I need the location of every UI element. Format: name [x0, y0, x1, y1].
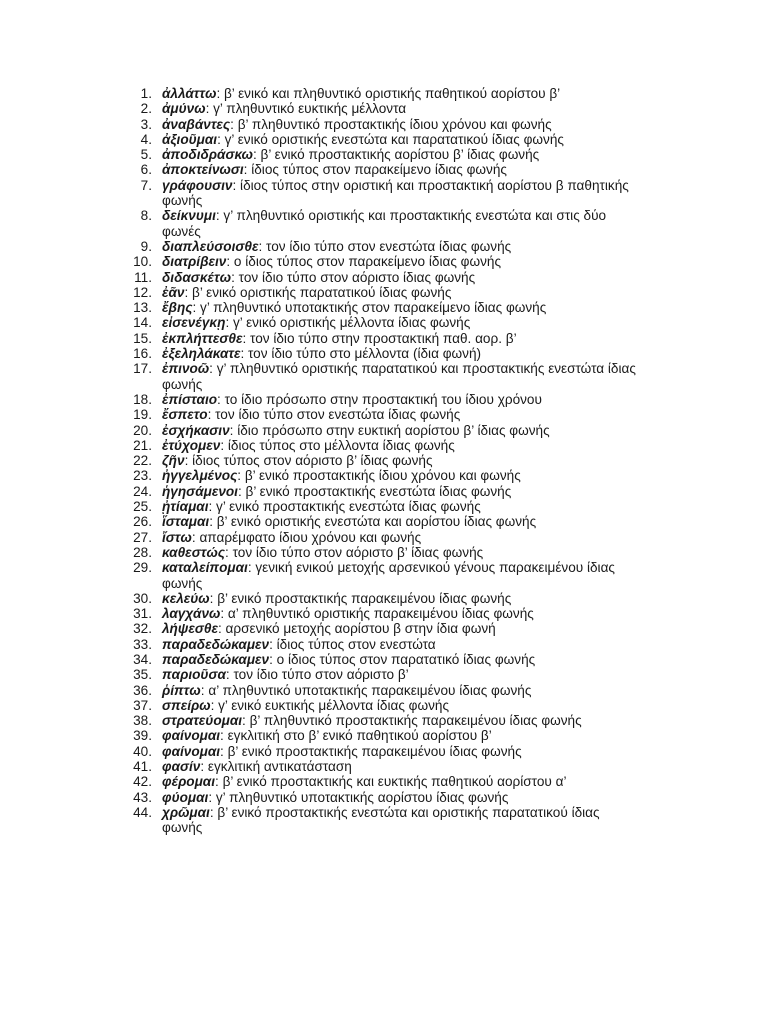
exercise-instruction: : β’ ενικό προστακτικής παρακειμένου ίδιας φωνής	[209, 590, 512, 606]
greek-verb-form: ῥίπτω	[162, 682, 201, 698]
list-item	[0, 147, 768, 162]
item-number: 14.	[133, 315, 152, 331]
exercise-instruction: : γ’ ενικό οριστικής μέλλοντα ίδιας φωνής	[225, 315, 471, 331]
exercise-instruction: : γ’ πληθυντικό ευκτικής μέλλοντα	[205, 101, 407, 117]
item-number: 6.	[140, 162, 152, 178]
greek-verb-form: ζῆν	[162, 453, 185, 469]
greek-verb-form: ἀποδιδράσκω	[162, 147, 253, 163]
greek-verb-form: ἐᾶν	[162, 284, 185, 300]
item-number: 19.	[133, 407, 152, 423]
list-item	[0, 484, 768, 499]
greek-verb-form: λαγχάνω	[162, 606, 221, 622]
greek-verb-form: ἠγγελμένος	[162, 468, 238, 484]
item-number: 28.	[133, 544, 152, 560]
item-number: 41.	[133, 759, 152, 775]
list-item	[0, 162, 768, 177]
list-item	[0, 744, 768, 759]
list-item	[0, 453, 768, 468]
list-item	[0, 346, 768, 361]
greek-verb-form: φαίνομαι	[162, 728, 221, 744]
exercise-instruction: : β’ ενικό προστακτικής και ευκτικής παθητικού αορίστου α’	[215, 774, 567, 790]
item-number: 11.	[134, 269, 152, 285]
list-item	[0, 698, 768, 713]
exercise-instruction: : γενική ενικού μετοχής αρσενικού γένους παρακειμένου ίδιας φωνής	[162, 560, 615, 591]
exercise-list	[0, 86, 768, 836]
exercise-instruction: : γ’ ενικό ευκτικής μέλλοντα ίδιας φωνής	[210, 697, 449, 713]
greek-verb-form: ἐπινοῶ	[162, 361, 210, 377]
exercise-instruction: : γ’ πληθυντικό υποτακτικής αορίστου ίδιας φωνής	[208, 789, 509, 805]
list-item	[0, 667, 768, 682]
list-item	[0, 86, 768, 101]
list-item	[0, 270, 768, 285]
greek-verb-form: ἵσταμαι	[162, 514, 210, 530]
exercise-instruction: : β’ ενικό οριστικής ενεστώτα και αορίστου ίδιας φωνής	[209, 514, 537, 530]
item-number: 1.	[140, 86, 152, 101]
greek-verb-form: ἀμύνω	[162, 101, 206, 117]
exercise-instruction: : ίδιος τύπος στον αόριστο β’ ίδιας φωνής	[184, 453, 433, 469]
item-number: 4.	[140, 131, 152, 147]
list-item	[0, 438, 768, 453]
exercise-instruction: : ο ίδιος τύπος στον παρακείμενο ίδιας φωνής	[226, 254, 501, 270]
exercise-instruction: : αρσενικό μετοχής αορίστου β στην ίδια φωνή	[217, 621, 496, 637]
item-number: 36.	[133, 682, 152, 698]
greek-verb-form: ᾐτίαμαι	[162, 499, 209, 515]
exercise-instruction: : β’ ενικό προστακτικής παρακειμένου ίδιας φωνής	[220, 743, 522, 759]
greek-verb-form: καθεστώς	[162, 544, 226, 560]
document-page	[0, 86, 768, 836]
list-item	[0, 331, 768, 346]
greek-verb-form: στρατεύομαι	[162, 713, 243, 729]
item-number: 18.	[133, 391, 152, 407]
item-number: 30.	[133, 590, 152, 606]
item-number: 33.	[133, 636, 152, 652]
greek-verb-form: φασίν	[162, 759, 201, 775]
item-number: 25.	[133, 499, 152, 515]
exercise-instruction: : ίδιος τύπος στο μέλλοντα ίδιας φωνής	[220, 437, 455, 453]
exercise-instruction: : τον ίδιο τύπο στον ενεστώτα ίδιας φωνής	[207, 407, 461, 423]
exercise-instruction: : τον ίδιο τύπο στον αόριστο β’ ίδιας φωνής	[225, 544, 484, 560]
item-number: 5.	[140, 147, 152, 163]
exercise-instruction: : ο ίδιος τύπος στον παρατατικό ίδιας φωνής	[269, 651, 536, 667]
item-number: 32.	[133, 621, 152, 637]
list-item	[0, 805, 768, 836]
greek-verb-form: ἔσπετο	[162, 407, 208, 423]
list-item	[0, 683, 768, 698]
list-item	[0, 728, 768, 743]
greek-verb-form: σπείρω	[162, 697, 211, 713]
exercise-instruction: : β’ ενικό οριστικής παρατατικού ίδιας φωνής	[184, 284, 452, 300]
item-number: 15.	[133, 330, 152, 346]
greek-verb-form: ἐπίσταιο	[162, 391, 218, 407]
item-number: 43.	[133, 789, 152, 805]
item-number: 27.	[133, 529, 152, 545]
exercise-instruction: : β’ ενικό προστακτικής αορίστου β’ ίδιας φωνής	[252, 147, 540, 163]
exercise-instruction: : β’ ενικό προστακτικής ενεστώτα και οριστικής παρατατικού ίδιας φωνής	[162, 804, 600, 836]
exercise-instruction: : γ’ πληθυντικό οριστικής παρατατικού και προστακτικής ενεστώτα ίδιας φωνής	[162, 361, 636, 392]
greek-verb-form: ἴστω	[162, 529, 192, 545]
greek-verb-form: λήψεσθε	[162, 621, 218, 637]
item-number: 26.	[133, 514, 152, 530]
exercise-instruction: : εγκλιτική στο β’ ενικό παθητικού αορίστου β’	[220, 728, 492, 744]
list-item	[0, 132, 768, 147]
item-number: 22.	[133, 453, 152, 469]
greek-verb-form: ἐξεληλάκατε	[162, 346, 241, 362]
list-item	[0, 300, 768, 315]
greek-verb-form: παραδεδώκαμεν	[162, 636, 270, 652]
exercise-instruction: : γ’ ενικό οριστικής ενεστώτα και παρατατικού ίδιας φωνής	[217, 131, 564, 147]
greek-verb-form: γράφουσιν	[162, 177, 233, 193]
item-number: 44.	[133, 804, 152, 820]
list-item	[0, 790, 768, 805]
list-item	[0, 560, 768, 591]
greek-verb-form: εἰσενέγκῃ	[162, 315, 226, 331]
list-item	[0, 254, 768, 269]
greek-verb-form: ἀξιοῦμαι	[162, 131, 218, 147]
exercise-instruction: : γ’ πληθυντικό υποτακτικής στον παρακείμενο ίδιας φωνής	[192, 300, 547, 316]
exercise-instruction: : β’ ενικό και πληθυντικό οριστικής παθητικού αορίστου β’	[216, 86, 561, 101]
item-number: 24.	[133, 483, 152, 499]
item-number: 13.	[133, 300, 152, 316]
list-item	[0, 606, 768, 621]
item-number: 16.	[133, 346, 152, 362]
greek-verb-form: διδασκέτω	[162, 269, 232, 285]
exercise-instruction: : ίδιος τύπος στον ενεστώτα	[269, 636, 436, 652]
exercise-instruction: : β’ πληθυντικό προστακτικής παρακειμένου ίδιας φωνής	[242, 713, 582, 729]
list-item	[0, 514, 768, 529]
item-number: 3.	[140, 116, 152, 132]
greek-verb-form: καταλείπομαι	[162, 560, 248, 576]
greek-verb-form: φέρομαι	[162, 774, 216, 790]
exercise-instruction: : α’ πληθυντικό υποτακτικής παρακειμένου ίδιας φωνής	[200, 682, 532, 698]
list-item	[0, 285, 768, 300]
exercise-instruction: : απαρέμφατο ίδιου χρόνου και φωνής	[191, 529, 422, 545]
item-number: 37.	[133, 697, 152, 713]
list-item	[0, 621, 768, 636]
list-item	[0, 101, 768, 116]
list-item	[0, 545, 768, 560]
item-number: 17.	[133, 361, 152, 377]
item-number: 31.	[133, 606, 152, 622]
greek-verb-form: ἀναβάντες	[162, 116, 231, 132]
item-number: 42.	[133, 774, 152, 790]
list-item	[0, 637, 768, 652]
greek-verb-form: ἔβης	[162, 300, 193, 316]
exercise-instruction: : ίδιο πρόσωπο στην ευκτική αορίστου β’ ίδιας φωνής	[229, 422, 550, 438]
list-item	[0, 423, 768, 438]
exercise-instruction: : τον ίδιο τύπο στον ενεστώτα ίδιας φωνής	[258, 238, 512, 254]
exercise-instruction: : α’ πληθυντικό οριστικής παρακειμένου ίδιας φωνής	[220, 606, 534, 622]
list-item	[0, 315, 768, 330]
exercise-instruction: : το ίδιο πρόσωπο στην προστακτική του ίδιου χρόνου	[217, 391, 542, 407]
list-item	[0, 208, 768, 239]
exercise-instruction: : β’ ενικό προστακτικής ίδιου χρόνου και φωνής	[237, 468, 521, 484]
item-number: 29.	[133, 560, 152, 576]
greek-verb-form: δείκνυμι	[162, 208, 216, 224]
list-item	[0, 117, 768, 132]
exercise-instruction: : β’ ενικό προστακτικής ενεστώτα ίδιας φωνής	[237, 483, 512, 499]
item-number: 9.	[140, 238, 152, 254]
exercise-instruction: : β’ πληθυντικό προστακτικής ίδιου χρόνου και φωνής	[230, 116, 552, 132]
item-number: 7.	[140, 177, 152, 193]
list-item	[0, 499, 768, 514]
greek-verb-form: φύομαι	[162, 789, 209, 805]
greek-verb-form: διατρίβειν	[162, 254, 227, 270]
list-item	[0, 759, 768, 774]
greek-verb-form: ἐσχήκασιν	[162, 422, 230, 438]
greek-verb-form: παραδεδώκαμεν	[162, 651, 270, 667]
greek-verb-form: ἐκπλήττεσθε	[162, 330, 243, 346]
item-number: 39.	[133, 728, 152, 744]
exercise-instruction: : τον ίδιο τύπο στον αόριστο β’	[225, 667, 409, 683]
greek-verb-form: ἡγησάμενοι	[162, 483, 238, 499]
greek-verb-form: ἀλλάττω	[162, 86, 217, 101]
list-item	[0, 713, 768, 728]
list-item	[0, 468, 768, 483]
item-number: 10.	[133, 254, 152, 270]
item-number: 21.	[133, 437, 152, 453]
list-item	[0, 774, 768, 789]
list-item	[0, 591, 768, 606]
exercise-instruction: : εγκλιτική αντικατάσταση	[200, 759, 352, 775]
exercise-instruction: : ίδιος τύπος στον παρακείμενο ίδιας φωνής	[243, 162, 507, 178]
list-item	[0, 178, 768, 209]
exercise-instruction: : τον ίδιο τύπο στην προστακτική παθ. αορ. β’	[242, 330, 517, 346]
greek-verb-form: ἀποκτείνωσι	[162, 162, 244, 178]
item-number: 40.	[133, 743, 152, 759]
greek-verb-form: φαίνομαι	[162, 743, 221, 759]
item-number: 23.	[133, 468, 152, 484]
greek-verb-form: διαπλεύσοισθε	[162, 238, 259, 254]
item-number: 34.	[133, 651, 152, 667]
list-item	[0, 239, 768, 254]
list-item	[0, 361, 768, 392]
item-number: 38.	[133, 713, 152, 729]
list-item	[0, 392, 768, 407]
exercise-instruction: : τον ίδιο τύπο στον αόριστο ίδιας φωνής	[231, 269, 476, 285]
item-number: 35.	[133, 667, 152, 683]
greek-verb-form: παριοῦσα	[162, 667, 226, 683]
exercise-instruction: : γ’ ενικό προστακτικής ενεστώτα ίδιας φωνής	[208, 499, 481, 515]
greek-verb-form: κελεύω	[162, 590, 210, 606]
item-number: 2.	[140, 101, 152, 117]
exercise-instruction: : γ’ πληθυντικό οριστικής και προστακτικής ενεστώτα και στις δύο φωνές	[162, 208, 607, 239]
exercise-instruction: : τον ίδιο τύπο στο μέλλοντα (ίδια φωνή)	[240, 346, 482, 362]
greek-verb-form: χρῶμαι	[162, 804, 210, 820]
list-item	[0, 652, 768, 667]
item-number: 8.	[140, 208, 152, 224]
list-item	[0, 530, 768, 545]
greek-verb-form: ἐτύχομεν	[162, 437, 221, 453]
exercise-instruction: : ίδιος τύπος στην οριστική και προστακτική αορίστου β παθητικής φωνής	[162, 177, 629, 209]
list-item	[0, 407, 768, 422]
item-number: 12.	[133, 284, 152, 300]
item-number: 20.	[133, 422, 152, 438]
